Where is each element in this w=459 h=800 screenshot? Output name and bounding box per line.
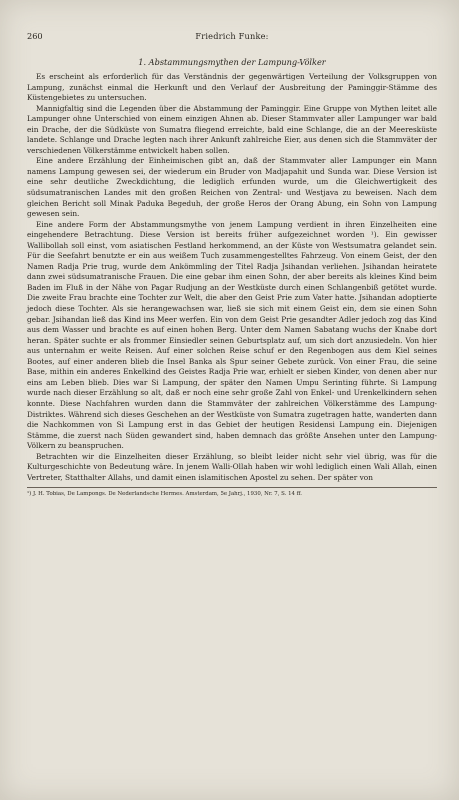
body-text <box>27 72 437 483</box>
paragraph: Es erscheint als erforderlich für das Verständnis der gegenwärtigen Verteilung der Volksgruppen von Lampung, zunächst einmal die Herkunft und den Verlauf der Ausbreitung der Paminggir-Stämme des Küstengebietes zu untersuchen. <box>27 72 437 103</box>
running-title: Friedrich Funke: <box>195 31 269 41</box>
section-title: 1. Abstammungsmythen der Lampung-Völker <box>138 57 326 67</box>
footnote: ¹) J. H. Tobias, De Lampongs. De Nederlandsche Hermes. Amsterdam, 5e Jahrj., 1930, Nr. 7, S. 14 ff. <box>27 491 303 498</box>
paragraph: Eine andere Erzählung der Einheimischen gibt an, daß der Stammvater aller Lampunger ein Mann namens Lampung gewesen sei, der wiederum ein Bruder von Madjapahit und Sunda war. Diese Version ist eine sehr deutliche Zweckdichtung, die lediglich erfunden wurde, um die Gleichwertigkeit des südsumatranischen Landes mit den großen Reichen von Zentral- und Westjava zu beweisen. Nach dem gleichen Bericht soll Minak Paduka Begeduh, der große Heros der Orang Abung, ein Sohn von Lampung gewesen sein. <box>27 156 437 219</box>
paragraph: Eine andere Form der Abstammungsmythe von jenem Lampung verdient in ihren Einzelheiten eine eingehendere Betrachtung. Diese Version ist bereits früher aufgezeichnet worden ¹). Ein gewisser Wallibollah soll einst, vom asiatischen Festland herkommend, an der Küste von Westsumatra gelandet sein. Für die Seefahrt benutzte er ein aus weißem Tuch zusammengestelltes Fahrzeug. Von einem Geist, der den Namen Radja Prie trug, wurde dem Ankömmling der Titel Radja Jsihandan verliehen. Jsihandan heiratete dann zwei südsumatranische Frauen. Die eine gebar ihm einen Sohn, der aber bereits als kleines Kind beim Baden im Fluß in der Nähe von Pagar Rudjung an der Westküste durch einen Schlangenbiß getötet wurde. Die zweite Frau brachte eine Tochter zur Welt, die aber den Geist Prie zum Vater hatte. Jsihandan adoptierte jedoch diese Tochter. Als sie herangewachsen war, ließ sie sich mit einem Geist ein, dem sie einen Sohn gebar. Jsihandan ließ das Kind ins Meer werfen. Ein von dem Geist Prie gesandter Adler jedoch zog das Kind aus dem Wasser und brachte es auf einen hohen Berg. Unter dem Namen Sabatang wuchs der Knabe dort heran. Später suchte er als frommer Einsiedler seinen Geburtsplatz auf, um sich dort anzusiedeln. Von hier aus unternahm er weite Reisen. Auf einer solchen Reise schuf er den Regenbogen aus dem Kiel seines Bootes, auf einer anderen blieb die Insel Banka als Spur seiner Gebete zurück. Von einer Frau, die seine Base, mithin ein anderes Enkelkind des Geistes Radja Prie war, erhielt er sieben Kinder, von denen aber nur eins am Leben blieb. Dies war Si Lampung, der später den Namen Umpu Serinting führte. Si Lampung wurde nach dieser Erzählung so alt, daß er noch eine sehr große Zahl von Enkel- und Urenkelkindern sehen konnte. Diese Nachfahren wurden dann die Stammväter der zahlreichen Völkerstämme des Lampung-Distriktes. Während sich dieses Geschehen an der Westküste von Sumatra zugetragen hatte, wanderten dann die Nachkommen von Si Lampung erst in das Gebiet der heutigen Residensi Lampung ein. Diejenigen Stämme, die zuerst nach Süden gewandert sind, haben demnach das größte Ansehen unter den Lampung-Völkern zu beanspruchen. <box>27 219 437 451</box>
page-number: 260 <box>27 31 43 41</box>
paragraph: Betrachten wir die Einzelheiten dieser Erzählung, so bleibt leider nicht sehr viel übrig, was für die Kulturgeschichte von Bedeutung wäre. In jenem Walli-Ollah haben wir wohl lediglich einen Wali Allah, einen Vertreter, Statthalter Allahs, und damit einen islamitischen Apostel zu sehen. Der später von <box>27 451 437 482</box>
footnote-divider <box>27 487 437 488</box>
page-content <box>27 31 437 498</box>
paragraph: Mannigfaltig sind die Legenden über die Abstammung der Paminggir. Eine Gruppe von Mythen leitet alle Lampunger ohne Unterschied von einem einzigen Ahnen ab. Dieser Stammvater aller Lampunger war bald ein Drache, der die Südküste von Sumatra fliegend erreichte, bald eine Schlange, die an der Meeresküste landete. Schlange und Drache legten nach ihrer Ankunft zahlreiche Eier, aus denen sich die Stammväter der verschiedenen Völkerstämme entwickelt haben sollen. <box>27 103 437 155</box>
page-header <box>27 31 437 45</box>
